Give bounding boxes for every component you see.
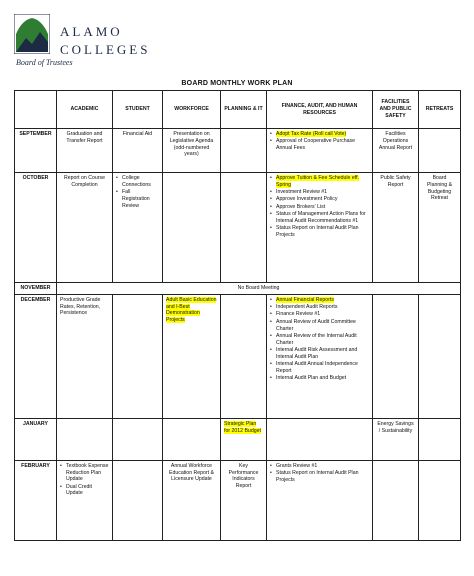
cell-february-finance: [267, 460, 373, 540]
header-row: [15, 91, 461, 129]
logo-line-1: ALAMO: [60, 24, 123, 39]
cell-february-planning: Key Performance Indicators Report: [221, 460, 267, 540]
cell-september-workforce: Presentation on Legislative Agenda (odd-numbered years): [163, 129, 221, 173]
cell-october-student: [113, 173, 163, 283]
list-item: • College Connections: [116, 175, 159, 189]
cell-november-note: No Board Meeting: [57, 283, 461, 295]
list-item: • Annual Review of the Internal Audit Charter: [270, 333, 369, 347]
month-september: SEPTEMBER: [15, 129, 57, 173]
work-plan-table: [14, 90, 461, 541]
header-facilities: FACILITIES AND PUBLIC SAFETY: [373, 91, 419, 129]
row-september: [15, 129, 461, 173]
row-january: [15, 418, 461, 460]
logo-line-2: COLLEGES: [60, 42, 151, 57]
header-student: STUDENT: [113, 91, 163, 129]
list-item: • Textbook Expense Reduction Plan Update: [60, 463, 109, 483]
cell-december-facilities: [373, 294, 419, 418]
cell-january-student: [113, 418, 163, 460]
header-month: [15, 91, 57, 129]
list-item: • Internal Audit Risk Assessment and Internal Audit Plan: [270, 347, 369, 361]
row-october: [15, 173, 461, 283]
alamo-colleges-logo: [14, 14, 174, 74]
row-november: [15, 283, 461, 295]
cell-september-planning: [221, 129, 267, 173]
cell-december-finance: [267, 294, 373, 418]
header-finance: FINANCE, AUDIT, AND HUMAN RESOURCES: [267, 91, 373, 129]
cell-october-finance: [267, 173, 373, 283]
cell-september-retreats: [419, 129, 461, 173]
list-item: • Fall Registration Review: [116, 189, 159, 209]
list-item: • Status Report on Internal Audit Plan Projects: [270, 470, 369, 484]
row-december: [15, 294, 461, 418]
cell-october-retreats: Board Planning & Budgeting Retreat: [419, 173, 461, 283]
cell-january-planning: Strategic Plan for 2012 Budget: [221, 418, 267, 460]
list-item: • Status of Management Action Plans for Internal Audit Recommendations #1: [270, 211, 369, 225]
document-title: BOARD MONTHLY WORK PLAN: [181, 80, 293, 87]
month-january: JANUARY: [15, 418, 57, 460]
list-item: • Internal Audit Plan and Budget: [270, 375, 369, 382]
cell-october-workforce: [163, 173, 221, 283]
cell-february-student: [113, 460, 163, 540]
list-item: • Grants Review #1: [270, 463, 369, 470]
list-item: • Internal Audit Annual Independence Report: [270, 361, 369, 375]
row-february: [15, 460, 461, 540]
cell-december-workforce: Adult Basic Education and I-Best Demonstration Projects: [163, 294, 221, 418]
cell-september-finance: [267, 129, 373, 173]
cell-february-retreats: [419, 460, 461, 540]
list-item: • Annual Review of Audit Committee Charter: [270, 319, 369, 333]
cell-september-facilities: Facilities Operations Annual Report: [373, 129, 419, 173]
header-workforce: WORKFORCE: [163, 91, 221, 129]
list-item: • Annual Financial Reports: [270, 297, 369, 304]
cell-september-academic: Graduation and Transfer Report: [57, 129, 113, 173]
list-item: • Status Report on Internal Audit Plan Projects: [270, 225, 369, 239]
list-item: • Finance Review #1: [270, 311, 369, 318]
alamo-logo-icon: [14, 14, 50, 54]
header-retreats: RETREATS: [419, 91, 461, 129]
list-item: • Independent Audit Reports: [270, 304, 369, 311]
list-item: • Dual Credit Update: [60, 484, 109, 498]
cell-january-workforce: [163, 418, 221, 460]
cell-february-academic: [57, 460, 113, 540]
list-item: • Adopt Tax Rate (Roll call Vote): [270, 131, 369, 138]
cell-december-academic: Productive Grade Rates, Retention, Persistence: [57, 294, 113, 418]
cell-september-student: Financial Aid: [113, 129, 163, 173]
logo-subtitle: Board of Trustees: [16, 58, 73, 67]
header-planning: PLANNING & IT: [221, 91, 267, 129]
cell-february-workforce: Annual Workforce Education Report & Licensure Update: [163, 460, 221, 540]
list-item: • Investment Review #1: [270, 189, 369, 196]
cell-december-student: [113, 294, 163, 418]
cell-october-facilities: Public Safety Report: [373, 173, 419, 283]
cell-january-finance: [267, 418, 373, 460]
cell-december-planning: [221, 294, 267, 418]
month-october: OCTOBER: [15, 173, 57, 283]
list-item: • Approval of Cooperative Purchase Annual Fees: [270, 138, 369, 152]
header-academic: ACADEMIC: [57, 91, 113, 129]
month-february: FEBRUARY: [15, 460, 57, 540]
cell-february-facilities: [373, 460, 419, 540]
month-november: NOVEMBER: [15, 283, 57, 295]
list-item: • Approve Brokers' List: [270, 204, 369, 211]
cell-january-facilities: Energy Savings / Sustainability: [373, 418, 419, 460]
cell-october-academic: Report on Course Completion: [57, 173, 113, 283]
cell-october-planning: [221, 173, 267, 283]
list-item: • Approve Investment Policy: [270, 196, 369, 203]
month-december: DECEMBER: [15, 294, 57, 418]
cell-january-retreats: [419, 418, 461, 460]
list-item: • Approve Tuition & Fee Schedule eff. Spring: [270, 175, 369, 189]
cell-december-retreats: [419, 294, 461, 418]
cell-january-academic: [57, 418, 113, 460]
